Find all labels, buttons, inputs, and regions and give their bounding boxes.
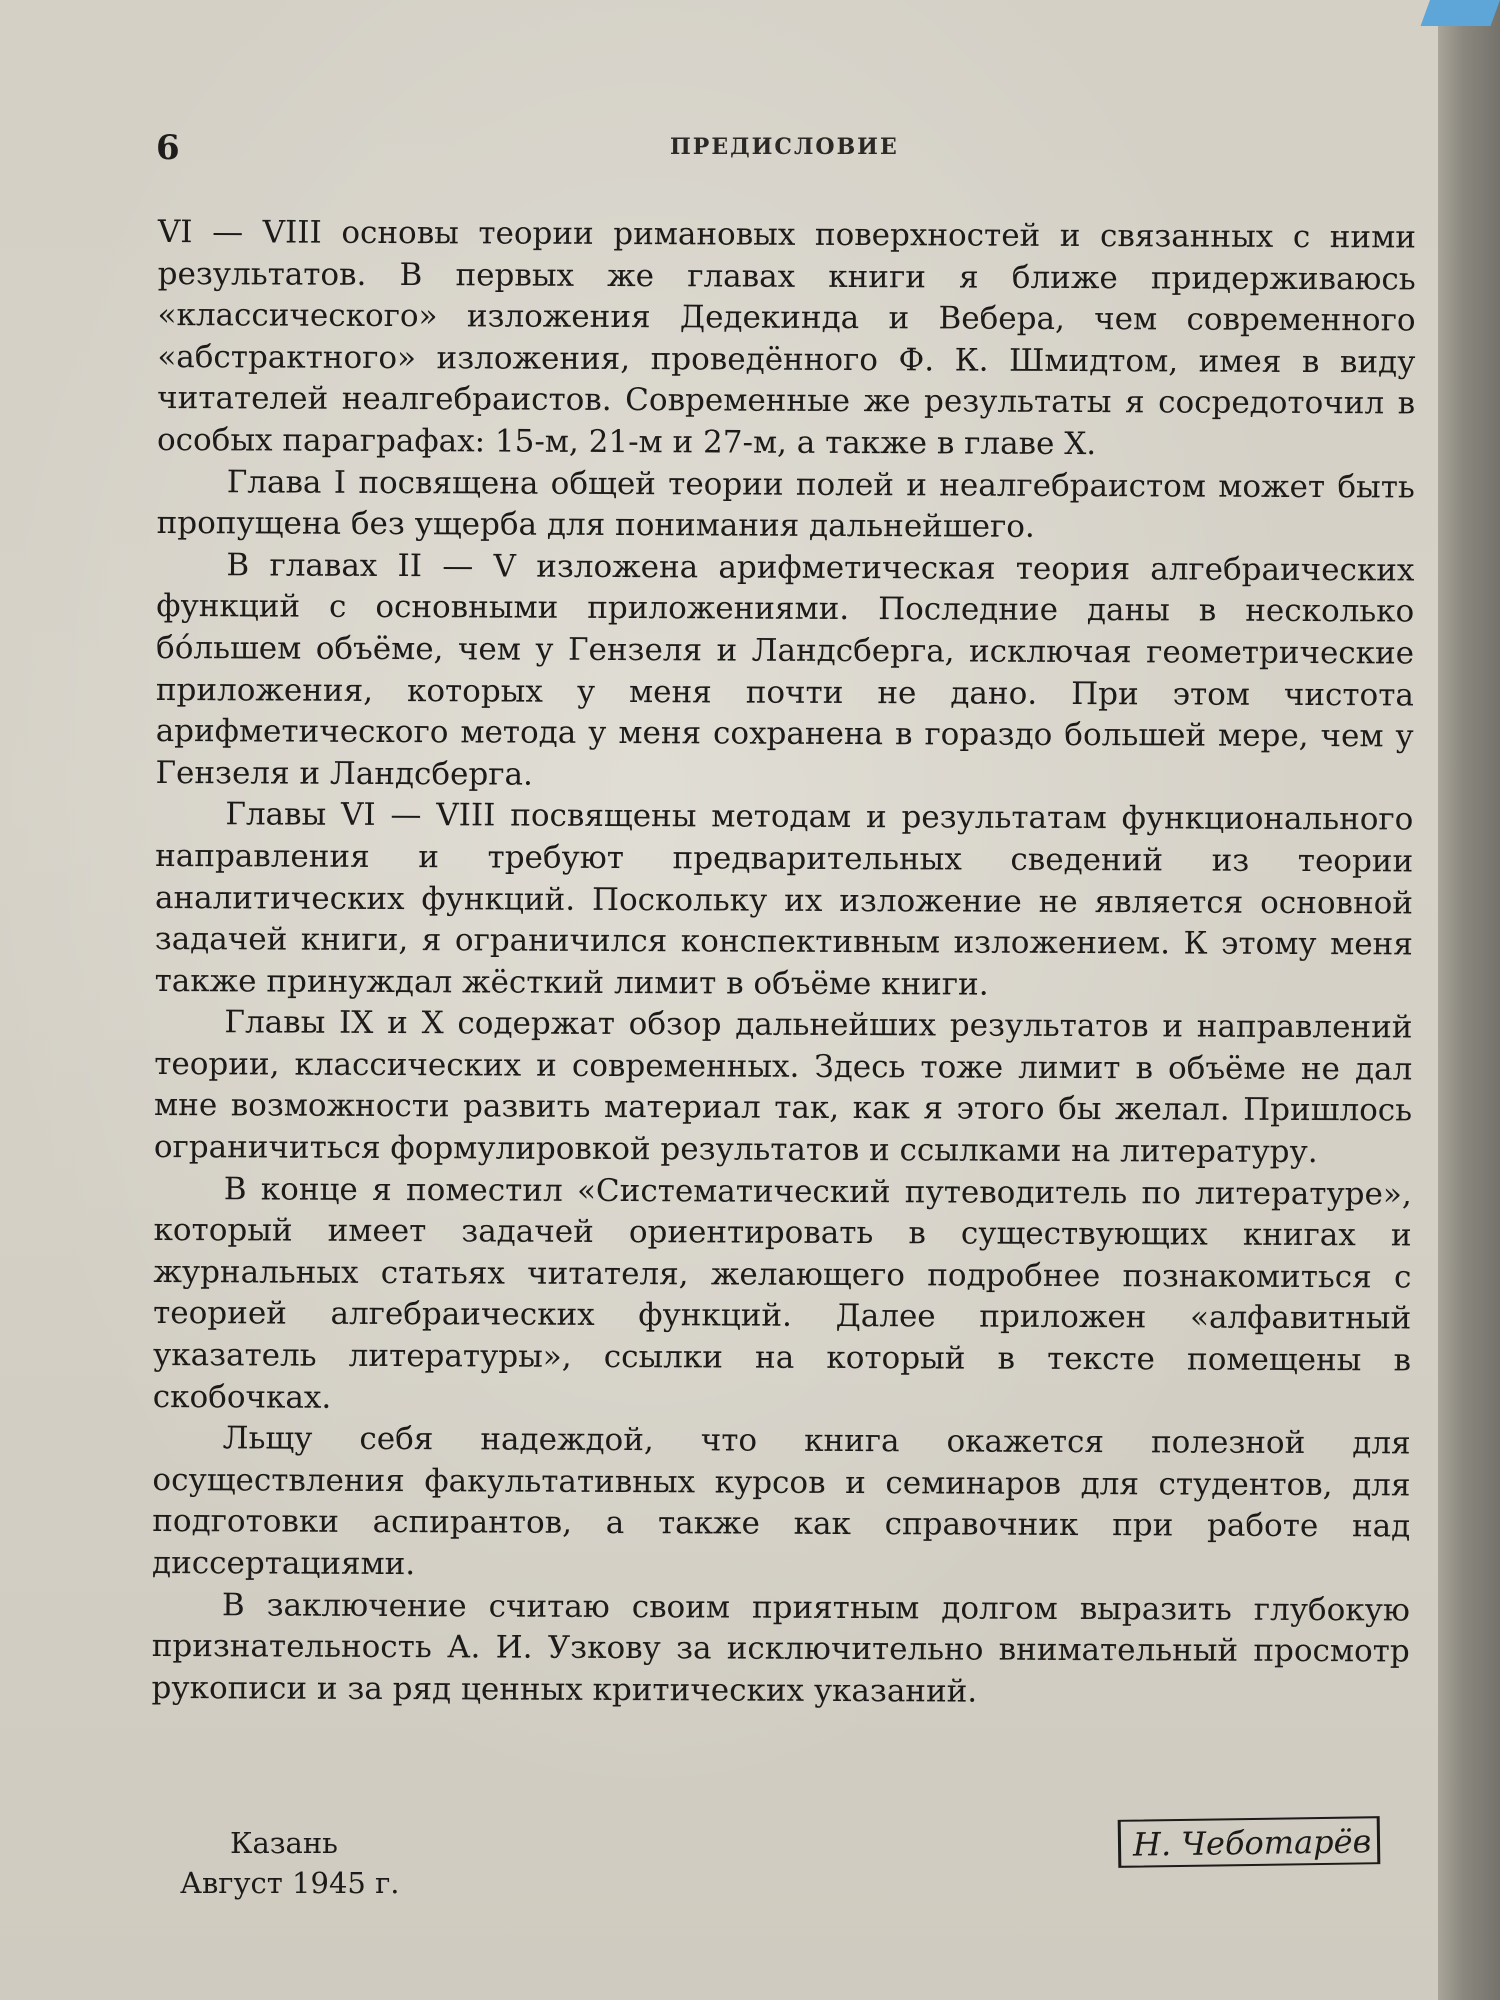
author-signature: Н. Чеботарёв xyxy=(1118,1816,1381,1868)
page-footer xyxy=(150,1818,1420,1918)
next-page-edge xyxy=(1438,0,1500,2000)
place: Казань xyxy=(230,1826,338,1860)
running-title: ПРЕДИСЛОВИЕ xyxy=(670,134,899,160)
paragraph-literature-guide: В конце я поместил «Систематический путеводитель по литературе», который имеет задачей ориентировать в существующих книгах и журнальных статьях читателя, желающего подробнее познакомиться с теорией алгебраических функций. Далее приложен «алфавитный указатель литературы», ссылки на который в тексте помещены в скобочках. xyxy=(152,1170,1412,1416)
background-object xyxy=(1421,0,1500,26)
date: Август 1945 г. xyxy=(180,1866,400,1900)
paragraph-hope: Льщу себя надеждой, что книга окажется полезной для осуществления факультативных курсов и семинаров для студентов, для подготовки аспирантов, а также как справочник при работе над диссертациями. xyxy=(152,1420,1411,1583)
paragraph-chapters-6-8: Главы VI — VIII посвящены методам и результатам функционального направления и требуют предварительных сведений из теории аналитических функций. Поскольку их изложение не является основной задачей книги, я ограничился конспективным изложением. К этому меня также принуждал жёсткий лимит в объёме книги. xyxy=(154,796,1414,1003)
body-text xyxy=(151,212,1416,1715)
page-header xyxy=(150,128,1420,168)
paragraph-continuation: VI — VIII основы теории римановых поверхностей и связанных с ними результатов. В первых же главах книги я ближе придерживаюсь «классического» изложения Дедекинда и Вебера, чем современного «абстрактного» изложения, проведённого Ф. К. Шмидтом, имея в виду читателей неалгебраистов. Современные же результаты я сосредоточил в особых параграфах: 15-м, 21-м и 27-м, а также в главе X. xyxy=(156,213,1416,463)
paragraph-chapters-9-10: Главы IX и X содержат обзор дальнейших результатов и направлений теории, классических и современных. Здесь тоже лимит в объёме не дал мне возможности развить материал так, как я этого бы желал. Пришлось ограничиться формулировкой результатов и ссылками на литературу. xyxy=(153,1004,1413,1171)
paragraph-acknowledgement: В заключение считаю своим приятным долгом выразить глубокую признательность А. И. Узкову за исключительно внимательный просмотр рукописи и за ряд ценных критических указаний. xyxy=(151,1586,1410,1710)
page-number: 6 xyxy=(156,128,180,168)
paragraph-chapters-2-5: В главах II — V изложена арифметическая теория алгебраических функций с основными приложениями. Последние даны в несколько бо́льшем объёме, чем у Гензеля и Ландсберга, исключая геометрические приложения, которых у меня почти не дано. При этом чистота арифметического метода у меня сохранена в гораздо большей мере, чем у Гензеля и Ландсберга. xyxy=(155,547,1415,793)
paragraph-chapter-1: Глава I посвящена общей теории полей и неалгебраистом может быть пропущена без ущерба для понимания дальнейшего. xyxy=(156,463,1415,545)
